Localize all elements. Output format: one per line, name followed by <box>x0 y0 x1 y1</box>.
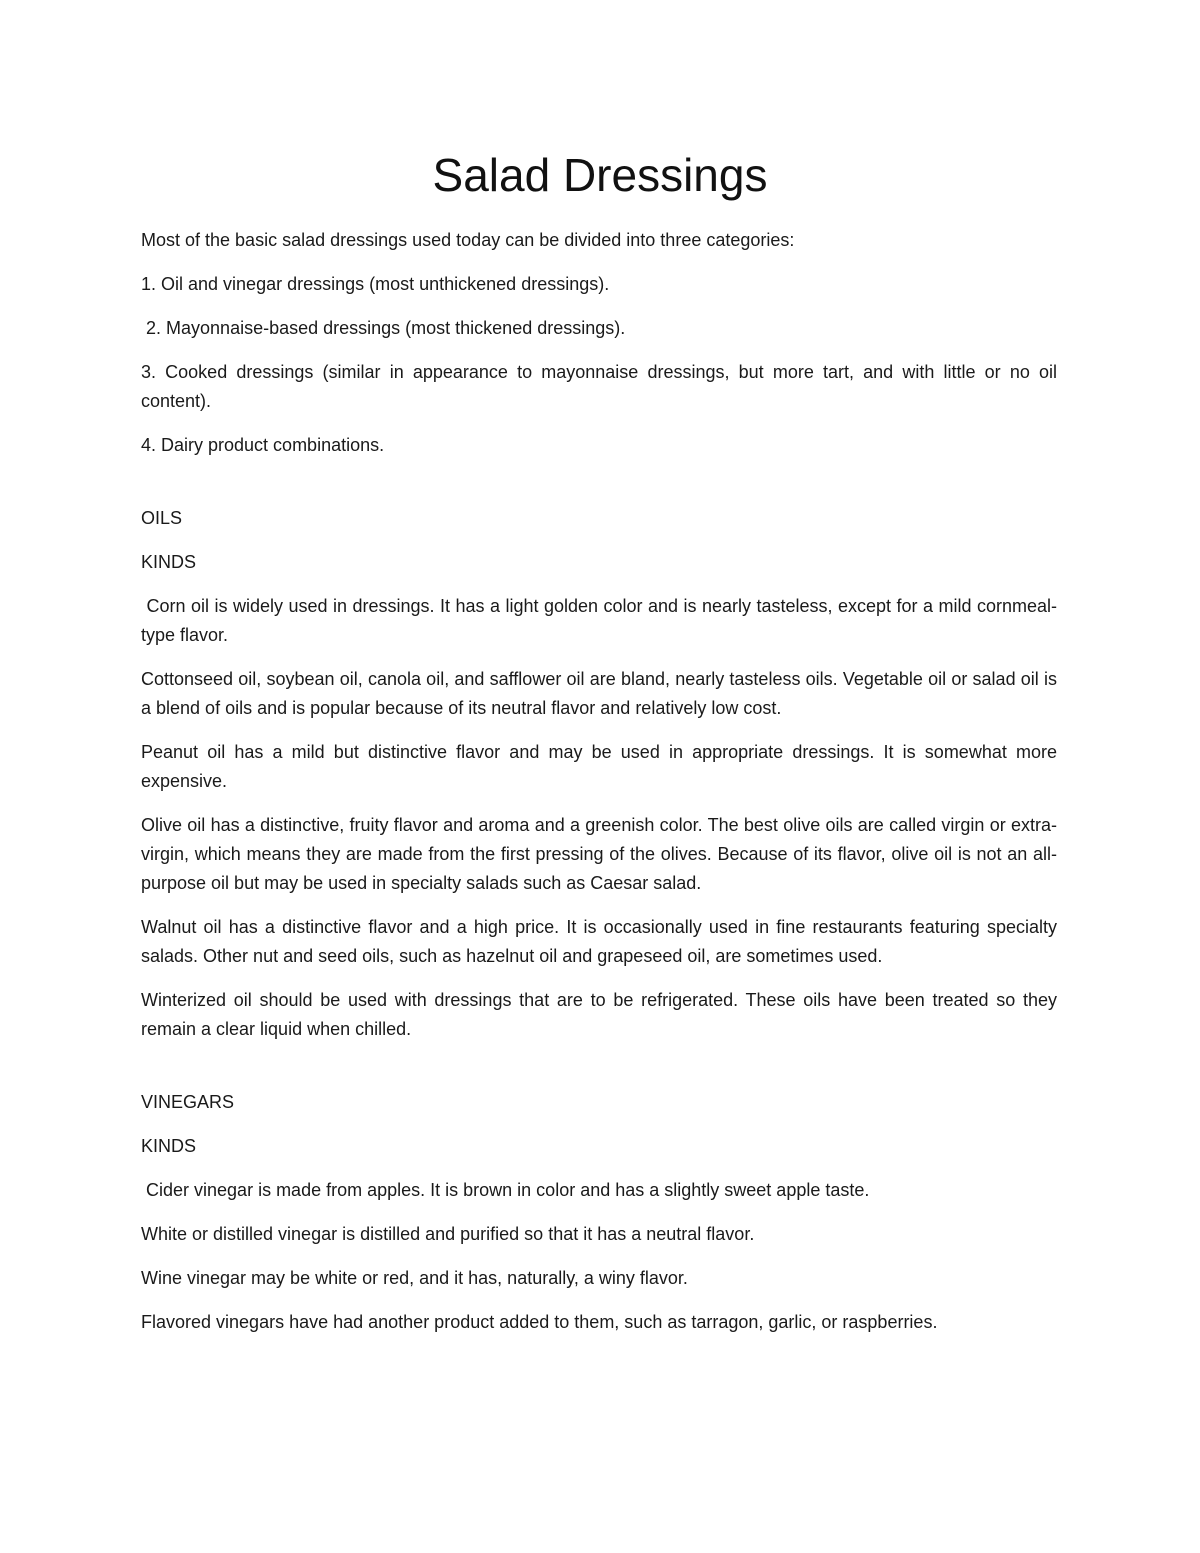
oil-paragraph: Cottonseed oil, soybean oil, canola oil, and safflower oil are bland, nearly tasteless oils. Vegetable oil or salad oil is a blend of oils and is popular because of its neutral flavor and relatively low cost. <box>141 669 1057 718</box>
section-heading-oils: OILS <box>141 508 183 528</box>
vinegars-section <box>141 1088 1057 1337</box>
section-subheading-kinds: KINDS <box>141 552 197 572</box>
document-title: Salad Dressings <box>432 149 768 201</box>
intro-paragraph: Most of the basic salad dressings used today can be divided into three categories: <box>141 230 795 250</box>
category-item: 2. Mayonnaise-based dressings (most thickened dressings). <box>141 318 626 338</box>
oil-paragraph: Peanut oil has a mild but distinctive flavor and may be used in appropriate dressings. It is somewhat more expensive. <box>141 742 1057 791</box>
category-item: 3. Cooked dressings (similar in appearance to mayonnaise dressings, but more tart, and with little or no oil content). <box>141 362 1057 411</box>
section-heading-vinegars: VINEGARS <box>141 1092 235 1112</box>
section-spacer <box>141 1044 1057 1088</box>
oil-paragraph: Olive oil has a distinctive, fruity flavor and aroma and a greenish color. The best olive oils are called virgin or extra-virgin, which means they are made from the first pressing of the olives. Because of its flavor, olive oil is not an all-purpose oil but may be used in specialty salads such as Caesar salad. <box>141 815 1057 893</box>
vinegar-paragraph: Flavored vinegars have had another product added to them, such as tarragon, garlic, or raspberries. <box>141 1312 938 1332</box>
oils-section <box>141 504 1057 1044</box>
vinegar-paragraph: White or distilled vinegar is distilled and purified so that it has a neutral flavor. <box>141 1224 755 1244</box>
category-list <box>141 270 1057 460</box>
oil-paragraph: Winterized oil should be used with dressings that are to be refrigerated. These oils have been treated so they remain a clear liquid when chilled. <box>141 990 1057 1039</box>
section-spacer <box>141 460 1057 504</box>
vinegar-paragraph: Wine vinegar may be white or red, and it has, naturally, a winy flavor. <box>141 1268 688 1288</box>
vinegar-paragraph: Cider vinegar is made from apples. It is brown in color and has a slightly sweet apple taste. <box>141 1180 870 1200</box>
section-subheading-kinds: KINDS <box>141 1136 197 1156</box>
oil-paragraph: Corn oil is widely used in dressings. It has a light golden color and is nearly tasteless, except for a mild cornmeal-type flavor. <box>141 596 1057 645</box>
document-body <box>141 226 1057 1337</box>
category-item: 1. Oil and vinegar dressings (most unthickened dressings). <box>141 274 610 294</box>
category-item: 4. Dairy product combinations. <box>141 435 385 455</box>
oil-paragraph: Walnut oil has a distinctive flavor and a high price. It is occasionally used in fine restaurants featuring specialty salads. Other nut and seed oils, such as hazelnut oil and grapeseed oil, are sometimes used. <box>141 917 1057 966</box>
